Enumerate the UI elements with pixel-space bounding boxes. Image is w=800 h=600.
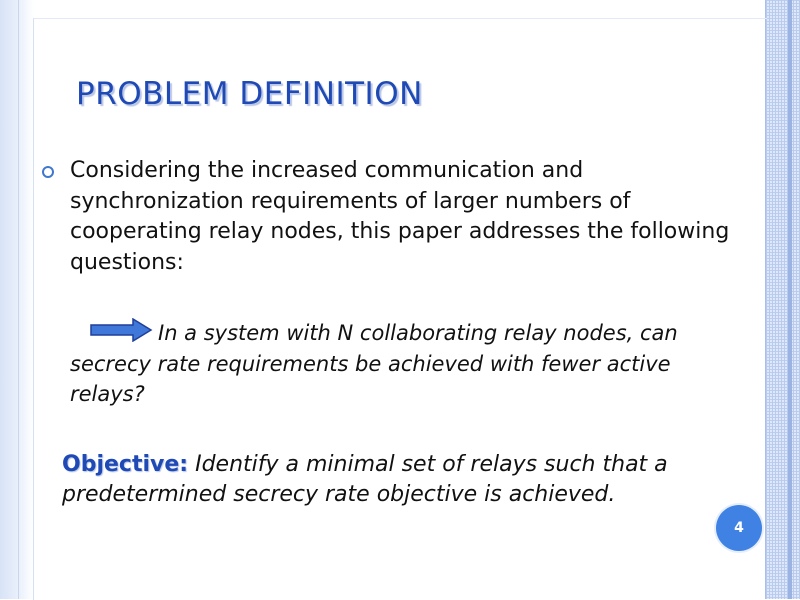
right-frame-decoration [765,0,800,599]
slide-title: PROBLEM DEFINITION [76,76,423,112]
bullet-text: Considering the increased communication and synchronization requirements of larger numbers of cooperating relay nodes, this paper addresses the following questions: [70,158,730,275]
question-text: In a system with N collaborating relay nodes, can secrecy rate requirements be achieved with fewer active relays? [70,321,678,406]
objective-label: Objective: [62,452,189,477]
right-frame-stripe [788,0,792,599]
objective-text: Identify a minimal set of relays such that a predetermined secrecy rate objective is achieved. [62,452,668,507]
objective-block [62,450,752,510]
left-frame-decoration [0,0,34,599]
page-number-badge: 4 [716,505,762,551]
hollow-circle-bullet-icon [42,166,54,178]
